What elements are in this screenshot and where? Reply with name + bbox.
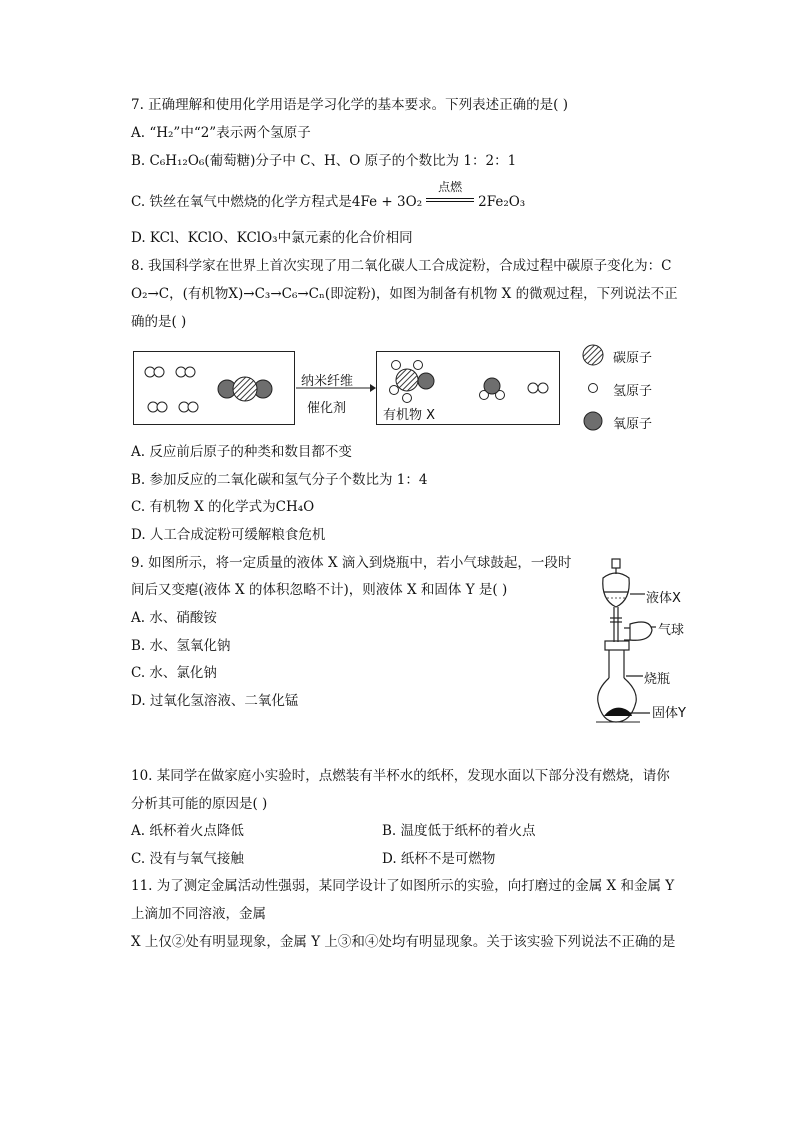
catalyst-label-top: 纳米纤维 [301,374,354,389]
product-x-label: 有机物 X [383,408,436,423]
q7-stem: 7. 正确理解和使用化学用语是学习化学的基本要求。下列表述正确的是( ) [131,97,568,113]
q9-option-a: A. 水、硝酸铵 [131,610,217,626]
balloon-label: 气球 [658,623,685,638]
q10-stem-line1: 10. 某同学在做家庭小实验时，点燃装有半杯水的纸杯，发现水面以下部分没有燃烧，请你 [131,768,670,784]
q8-stem-line3: 确的是( ) [131,314,187,330]
q10-option-a: A. 纸杯着火点降低 [131,823,244,839]
q11-stem-line3: X 上仅②处有明显现象，金属 Y 上③和④处均有明显现象。关于该实验下列说法不正确的是 [131,934,676,950]
q8-stem-line2: O₂→C，(有机物X)→C₃→C₆→Cₙ(即淀粉)，如图为制备有机物 X 的微观过程，下列说法不正 [131,286,678,302]
q9-option-c: C. 水、氯化钠 [131,665,217,681]
q7-option-c-reactants: C. 铁丝在氧气中燃烧的化学方程式是4Fe + 3O₂ [131,194,423,210]
q8-option-b: B. 参加反应的二氧化碳和氢气分子个数比为 1：4 [131,472,428,488]
q9-stem-line1: 9. 如图所示，将一定质量的液体 X 滴入到烧瓶中，若小气球鼓起，一段时 [131,555,572,571]
q7-option-b: B. C₆H₁₂O₆(葡萄糖)分子中 C、H、O 原子的个数比为 1：2：1 [131,153,517,169]
flask-label: 烧瓶 [644,672,671,687]
q7-option-c-products: 2Fe₂O₃ [478,194,526,210]
q10-option-c: C. 没有与氧气接触 [131,851,244,867]
q8-stem-line1: 8. 我国科学家在世界上首次实现了用二氧化碳人工合成淀粉，合成过程中碳原子变化为：C [131,258,672,274]
q9-stem-line2: 间后又变瘪(液体 X 的体积忽略不计)，则液体 X 和固体 Y 是( ) [131,582,508,598]
liquid-x-label: 液体X [646,591,681,606]
reaction-condition-label: 点燃 [438,180,463,194]
legend-carbon: 碳原子 [613,351,653,366]
legend-hydrogen: 氢原子 [613,384,653,399]
q8-option-a: A. 反应前后原子的种类和数目都不变 [131,444,352,460]
solid-y-label: 固体Y [652,706,686,721]
q10-option-d: D. 纸杯不是可燃物 [382,851,496,867]
q8-option-c: C. 有机物 X 的化学式为CH₄O [131,499,315,515]
q11-stem-line2: 上滴加不同溶液，金属 [131,906,266,922]
q8-option-d: D. 人工合成淀粉可缓解粮食危机 [131,527,326,543]
q7-option-a: A. “H₂”中“2”表示两个氢原子 [131,125,311,141]
legend-oxygen: 氧原子 [613,417,653,432]
q10-stem-line2: 分析其可能的原因是( ) [131,796,268,812]
q9-option-b: B. 水、氢氧化钠 [131,638,231,654]
q9-option-d: D. 过氧化氢溶液、二氧化锰 [131,693,299,709]
q7-option-d: D. KCl、KClO、KClO₃中氯元素的化合价相同 [131,230,413,246]
q10-option-b: B. 温度低于纸杯的着火点 [382,823,536,839]
q11-stem-line1: 11. 为了测定金属活动性强弱，某同学设计了如图所示的实验，向打磨过的金属 X 和金属 Y [131,878,675,894]
catalyst-label-bottom: 催化剂 [307,401,347,416]
